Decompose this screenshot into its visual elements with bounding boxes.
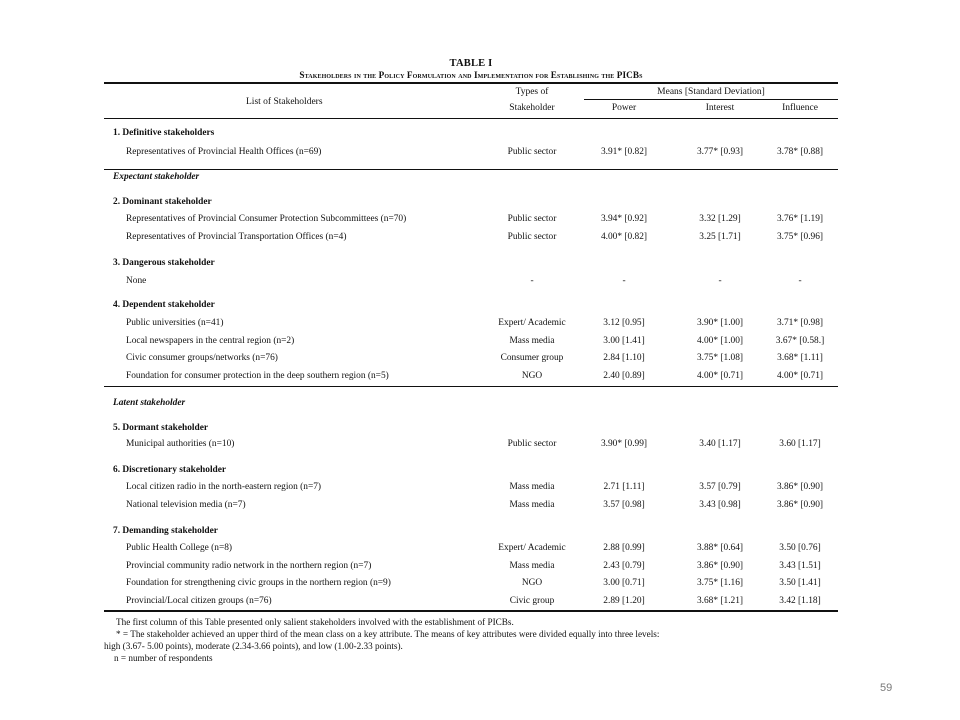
influence-value: 3.43 [1.51] [779,561,821,571]
influence-value: 3.86* [0.90] [776,482,824,492]
stakeholder-name: Municipal authorities (n=10) [126,439,235,449]
header-bottom-rule [104,118,838,119]
section-heading: 4. Dependent stakeholder [113,300,215,310]
table-row [104,500,838,514]
header-means-rule [584,99,838,100]
power-value: 4.00* [0.82] [600,232,648,242]
section-heading: 5. Dormant stakeholder [113,423,209,433]
power-value: - [622,276,626,286]
stakeholder-name: Local newspapers in the central region (n=2) [126,336,295,346]
stakeholder-name: Foundation for consumer protection in the deep southern region (n=5) [126,371,389,381]
table-row [104,596,838,610]
section-heading: 6. Discretionary stakeholder [113,465,227,475]
table-row [104,543,838,557]
stakeholder-type: Mass media [509,482,555,492]
section-heading: 7. Demanding stakeholder [113,526,218,536]
stakeholder-type: Civic group [509,596,555,606]
interest-value: 4.00* [0.71] [696,371,744,381]
table-top-rule [104,82,838,84]
table-title: TABLE I [449,58,493,69]
note-line: The first column of this Table presented only salient stakeholders involved with the establishment of PICBs. [116,617,514,627]
table-row [104,561,838,575]
stakeholder-name: Public universities (n=41) [126,318,224,328]
table-row [104,214,838,228]
interest-value: 3.88* [0.64] [696,543,744,553]
stakeholder-type: NGO [521,578,543,588]
section-heading-row [104,526,838,540]
interest-value: 3.32 [1.29] [699,214,741,224]
header-types-line2: Stakeholder [509,103,555,113]
interest-value: 3.86* [0.90] [696,561,744,571]
influence-value: 3.71* [0.98] [776,318,824,328]
stakeholder-name: Public Health College (n=8) [126,543,233,553]
influence-value: 3.68* [1.11] [777,353,823,363]
power-value: 3.00 [1.41] [603,336,645,346]
category-heading-row [104,172,838,186]
note-line: * = The stakeholder achieved an upper third of the mean class on a key attribute. The means of key attributes were divided equally into three levels: [116,629,660,639]
stakeholder-type: Public sector [507,439,557,449]
section-heading-row [104,197,838,211]
interest-value: - [718,276,722,286]
section-heading: 3. Dangerous stakeholder [113,258,215,268]
interest-value: 3.77* [0.93] [696,147,744,157]
power-value: 3.94* [0.92] [600,214,648,224]
table-row [104,578,838,592]
interest-value: 3.40 [1.17] [699,439,741,449]
stakeholder-type: Consumer group [500,353,564,363]
category-heading: Latent stakeholder [113,398,186,408]
note-line: n = number of respondents [114,653,213,663]
power-value: 2.43 [0.79] [603,561,645,571]
section-heading-row [104,258,838,272]
stakeholder-type: Mass media [509,336,555,346]
table-bottom-rule [104,610,838,612]
header-list-of-stakeholders: List of Stakeholders [246,97,323,107]
influence-value: 3.60 [1.17] [779,439,821,449]
power-value: 2.40 [0.89] [603,371,645,381]
stakeholder-type: - [530,276,534,286]
table-notes [104,616,844,664]
section-heading: 1. Definitive stakeholders [113,128,215,138]
section-heading-row [104,465,838,479]
section-rule-2 [104,386,838,387]
power-value: 3.57 [0.98] [603,500,645,510]
category-heading: Expectant stakeholder [113,172,200,182]
power-value: 3.90* [0.99] [600,439,648,449]
table-row [104,371,838,385]
stakeholder-type: Public sector [507,232,557,242]
stakeholder-type: Expert/ Academic [498,543,566,553]
influence-value: 3.75* [0.96] [776,232,824,242]
interest-value: 3.43 [0.98] [699,500,741,510]
interest-value: 3.25 [1.71] [699,232,741,242]
table-row [104,336,838,350]
category-heading-row [104,398,838,412]
page-number: 59 [880,682,893,694]
power-value: 3.91* [0.82] [600,147,648,157]
table-row [104,482,838,496]
influence-value: 3.78* [0.88] [776,147,824,157]
power-value: 2.89 [1.20] [603,596,645,606]
stakeholder-type: Mass media [509,561,555,571]
section-rule-1 [104,169,838,170]
section-heading: 2. Dominant stakeholder [113,197,212,207]
table-row [104,147,838,161]
stakeholder-name: Representatives of Provincial Consumer Protection Subcommittees (n=70) [126,214,407,224]
table-row [104,276,838,290]
header-means: Means [Standard Deviation] [657,87,765,97]
power-value: 2.71 [1.11] [603,482,645,492]
table-subtitle: Stakeholders in the Policy Formulation and Implementation for Establishing the PICBs [299,70,643,80]
section-heading-row [104,300,838,314]
header-interest: Interest [705,103,735,113]
header-power: Power [611,103,637,113]
header-influence: Influence [782,103,818,113]
stakeholder-type: Expert/ Academic [498,318,566,328]
header-types-line1: Types of [515,87,549,97]
power-value: 3.12 [0.95] [603,318,645,328]
power-value: 2.88 [0.99] [603,543,645,553]
stakeholder-name: Foundation for strengthening civic groups in the northern region (n=9) [126,578,391,588]
note-line: high (3.67- 5.00 points), moderate (2.34-3.66 points), and low (1.00-2.33 points). [104,641,403,651]
stakeholder-type: Mass media [509,500,555,510]
influence-value: - [798,276,802,286]
interest-value: 4.00* [1.00] [696,336,744,346]
section-heading-row [104,423,838,437]
stakeholder-name: Representatives of Provincial Health Offices (n=69) [126,147,322,157]
influence-value: 3.86* [0.90] [776,500,824,510]
stakeholder-name: Representatives of Provincial Transportation Offices (n=4) [126,232,347,242]
stakeholder-type: Public sector [507,214,557,224]
interest-value: 3.68* [1.21] [696,596,744,606]
power-value: 2.84 [1.10] [603,353,645,363]
table-row [104,232,838,246]
stakeholder-name: None [126,276,147,286]
stakeholder-name: Provincial community radio network in the northern region (n=7) [126,561,372,571]
stakeholder-name: Local citizen radio in the north-eastern region (n=7) [126,482,322,492]
table-row [104,318,838,332]
influence-value: 4.00* [0.71] [776,371,824,381]
interest-value: 3.75* [1.08] [696,353,744,363]
interest-value: 3.75* [1.16] [696,578,744,588]
section-heading-row [104,128,838,142]
power-value: 3.00 [0.71] [603,578,645,588]
influence-value: 3.42 [1.18] [779,596,821,606]
interest-value: 3.90* [1.00] [696,318,744,328]
influence-value: 3.50 [1.41] [779,578,821,588]
influence-value: 3.76* [1.19] [776,214,824,224]
stakeholder-name: Provincial/Local citizen groups (n=76) [126,596,272,606]
stakeholder-name: National television media (n=7) [126,500,246,510]
influence-value: 3.67* [0.58.] [775,336,825,346]
stakeholder-type: Public sector [507,147,557,157]
influence-value: 3.50 [0.76] [779,543,821,553]
stakeholder-name: Civic consumer groups/networks (n=76) [126,353,278,363]
table-row [104,353,838,367]
stakeholder-type: NGO [521,371,543,381]
table-row [104,439,838,453]
interest-value: 3.57 [0.79] [699,482,741,492]
